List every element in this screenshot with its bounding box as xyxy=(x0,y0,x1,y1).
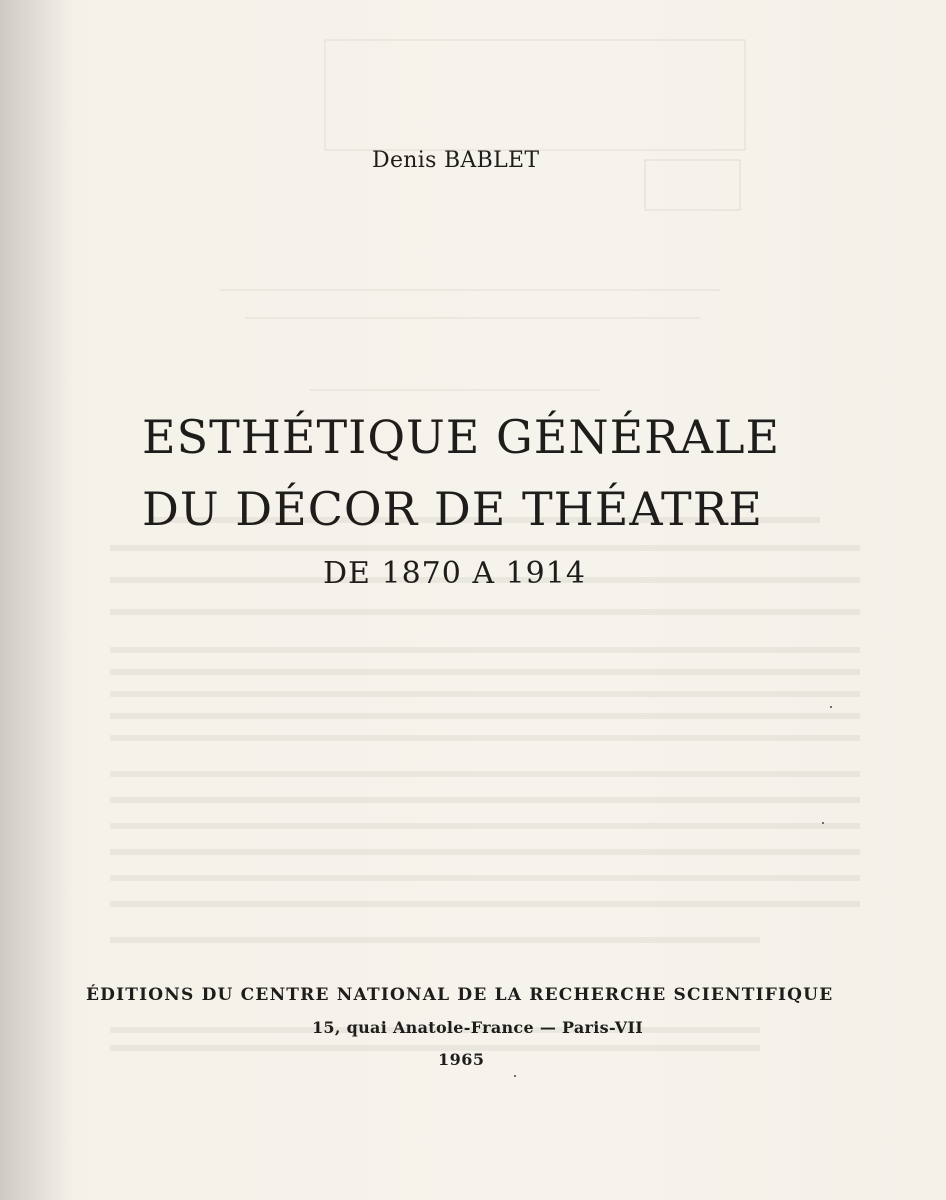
publisher-name: ÉDITIONS DU CENTRE NATIONAL DE LA RECHERCHE SCIENTIFIQUE xyxy=(86,985,834,1005)
paper-speck xyxy=(830,706,832,708)
publisher-address: 15, quai Anatole-France — Paris-VII xyxy=(312,1018,644,1037)
book-subtitle: DE 1870 A 1914 xyxy=(323,556,586,591)
binding-shadow xyxy=(0,0,70,1200)
book-title-line-1: ESTHÉTIQUE GÉNÉRALE xyxy=(142,410,781,464)
paper-speck xyxy=(822,822,824,824)
author-name: Denis BABLET xyxy=(372,148,540,173)
publication-year: 1965 xyxy=(438,1050,485,1069)
book-title-line-2: DU DÉCOR DE THÉATRE xyxy=(142,482,763,536)
paper-speck xyxy=(514,1075,516,1077)
